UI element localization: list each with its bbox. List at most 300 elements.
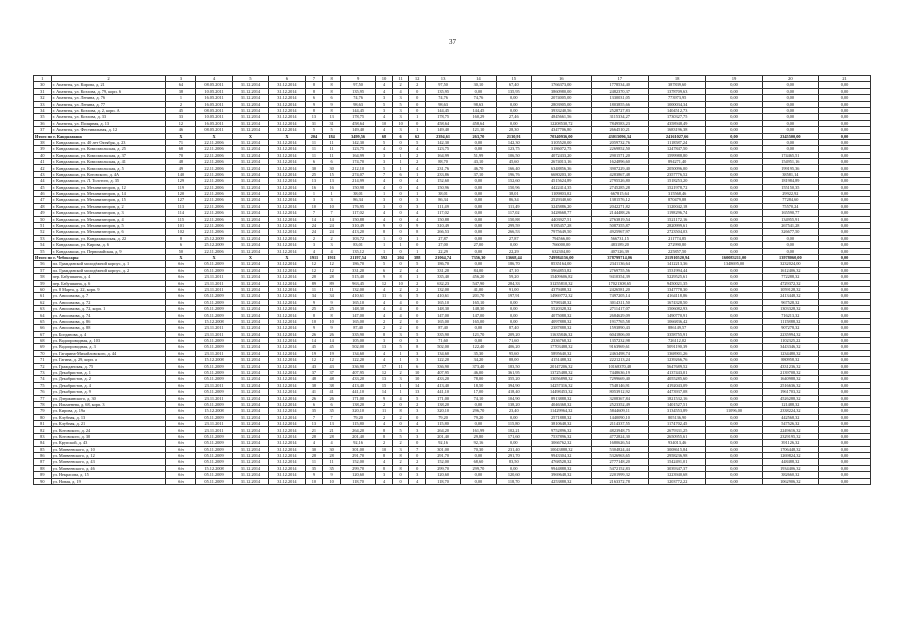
table-cell: 31.12.2014 xyxy=(269,114,305,120)
table-cell: 16.05.2011 xyxy=(196,120,232,126)
table-cell: 31.12.2014 xyxy=(232,453,268,459)
table-cell: 4072433,20 xyxy=(531,152,591,158)
table-cell: 48 xyxy=(305,376,323,382)
table-cell: 28 xyxy=(305,453,323,459)
table-cell: 9 xyxy=(409,222,426,228)
table-cell: 2114337,55 xyxy=(591,421,648,427)
table-cell: 4192043,09 xyxy=(648,382,705,388)
table-cell: 67,40 xyxy=(496,82,531,88)
table-cell: 88,70 xyxy=(425,159,460,165)
table-cell: 31.12.2014 xyxy=(269,146,305,152)
table-cell: 0,00 xyxy=(706,286,762,292)
table-cell: 105,00 xyxy=(340,338,375,344)
table-cell: 1234480,32 xyxy=(762,350,818,356)
subtotal-cell: Х xyxy=(269,254,305,260)
table-cell: 31.12.2014 xyxy=(269,325,305,331)
table-cell: б/н xyxy=(166,267,196,273)
table-cell: 7 xyxy=(323,210,341,216)
table-cell: 766000,00 xyxy=(531,242,591,248)
table-cell: 05.11.2009 xyxy=(196,446,232,452)
table-cell: 394,90 xyxy=(496,382,531,388)
table-cell: 4 xyxy=(409,178,426,184)
table-cell: 4 xyxy=(392,306,409,312)
table-cell: 1062906,32 xyxy=(762,478,818,484)
table-cell: 2235994,32 xyxy=(762,331,818,337)
table-cell: 1521172,16 xyxy=(648,216,705,222)
table-cell: 1593890,43 xyxy=(591,325,648,331)
table-cell: 264,20 xyxy=(340,427,375,433)
table-cell: 31.12.2014 xyxy=(269,427,305,433)
table-cell: 0,00 xyxy=(706,357,762,363)
subtotal-cell: 43015096,34 xyxy=(591,133,648,139)
table-cell: 1223940,68 xyxy=(648,472,705,478)
table-cell: 31.12.2014 xyxy=(232,478,268,484)
table-cell: 31.12.2014 xyxy=(269,293,305,299)
table-cell: 138,20 xyxy=(425,401,460,407)
table-cell: 05.11.2009 xyxy=(196,453,232,459)
table-cell: 0,00 xyxy=(818,299,870,305)
table-cell: 12 xyxy=(305,267,323,273)
table-cell: 25 xyxy=(305,306,323,312)
table-cell: 35 xyxy=(323,408,341,414)
table-cell: 0 xyxy=(409,440,426,446)
table-cell: 165,10 xyxy=(340,299,375,305)
table-cell: 68 xyxy=(166,146,196,152)
table-cell: 142,30 xyxy=(425,139,460,145)
table-cell: 35 xyxy=(305,408,323,414)
column-number: 17 xyxy=(591,76,648,82)
table-cell: 74,76 xyxy=(340,95,375,101)
table-cell: 1917765,58 xyxy=(591,318,648,324)
table-cell: 41,00 xyxy=(461,286,496,292)
table-cell: 11 xyxy=(323,152,341,158)
table-cell: 32 xyxy=(34,95,52,101)
table-cell: 154951,16 xyxy=(762,159,818,165)
table-cell: 9 xyxy=(323,325,341,331)
table-cell: 117,02 xyxy=(496,210,531,216)
table-cell: 361,95 xyxy=(496,369,531,375)
table-cell: 123,75 xyxy=(496,146,531,152)
column-number: 3 xyxy=(166,76,196,82)
table-cell: 31.12.2014 xyxy=(269,95,305,101)
table-cell: 0,00 xyxy=(818,395,870,401)
table-cell: 78,00 xyxy=(461,376,496,382)
address-cell: ул. Анисимова, д. 74 xyxy=(51,312,166,318)
table-cell: 0,00 xyxy=(706,293,762,299)
column-number: 13 xyxy=(425,76,460,82)
table-cell: 31.12.2014 xyxy=(269,120,305,126)
table-cell: 31.12.2014 xyxy=(269,101,305,107)
address-cell: ул. Гражданская, д. 75 xyxy=(51,363,166,369)
table-cell: 547526,32 xyxy=(762,421,818,427)
table-cell: 31.12.2014 xyxy=(269,363,305,369)
table-cell: 4823948,75 xyxy=(591,427,648,433)
table-cell: 0,00 xyxy=(496,440,531,446)
table-cell: 4 xyxy=(323,248,341,254)
table-cell: 772288,32 xyxy=(762,274,818,280)
table-cell: 31.12.2014 xyxy=(269,459,305,465)
table-cell: 123,75 xyxy=(425,146,460,152)
table-cell: 6 xyxy=(305,401,323,407)
table-cell: 387839,60 xyxy=(648,82,705,88)
table-cell: 1680626,54 xyxy=(591,440,648,446)
table-cell: 4 xyxy=(409,184,426,190)
table-cell: 5 xyxy=(392,433,409,439)
table-cell: 0,00 xyxy=(818,369,870,375)
table-cell: 64 xyxy=(166,82,196,88)
table-cell: 11 xyxy=(305,459,323,465)
table-cell: 4 xyxy=(376,286,393,292)
table-cell: 20147206,32 xyxy=(531,363,591,369)
table-cell: 123,75 xyxy=(340,146,375,152)
table-cell: 150,88 xyxy=(340,216,375,222)
subtotal-cell: 388 xyxy=(409,254,426,260)
table-cell: 69 xyxy=(34,344,52,350)
table-cell: 2387888,32 xyxy=(531,325,591,331)
table-cell: 2074005,00 xyxy=(531,95,591,101)
table-cell: 0,00 xyxy=(818,401,870,407)
table-cell: 0,00 xyxy=(461,222,496,228)
table-cell: 3860980,00 xyxy=(531,88,591,94)
table-cell: 38581,14 xyxy=(762,171,818,177)
table-cell: 0,00 xyxy=(706,421,762,427)
table-cell: 22,29 xyxy=(425,248,460,254)
table-cell: 160,29 xyxy=(461,114,496,120)
table-cell: 3 xyxy=(376,472,393,478)
table-cell: 67 xyxy=(34,331,52,337)
address-cell: ул. Ильменева, д. 68, корп. 3 xyxy=(51,401,166,407)
table-cell: 23.11.2011 xyxy=(196,280,232,286)
table-cell: 0,00 xyxy=(496,318,531,324)
table-cell: 31.12.2014 xyxy=(269,312,305,318)
table-cell: 0,00 xyxy=(762,101,818,107)
table-cell: 74,76 xyxy=(461,95,496,101)
table-cell: 34 xyxy=(34,107,52,113)
subtotal-cell: Х xyxy=(232,254,268,260)
table-cell: 1 xyxy=(166,95,196,101)
table-cell: 0,00 xyxy=(818,197,870,203)
table-cell: б/н xyxy=(166,299,196,305)
table-cell: 34 xyxy=(305,293,323,299)
table-cell: 31.12.2014 xyxy=(269,472,305,478)
table-cell: 98,63 xyxy=(340,101,375,107)
table-cell: 2 xyxy=(376,325,393,331)
table-cell: 0,00 xyxy=(706,82,762,88)
table-cell: 3232024,00 xyxy=(762,261,818,267)
table-cell: 23.11.2011 xyxy=(196,421,232,427)
table-cell: 165,10 xyxy=(461,299,496,305)
table-cell: 3 xyxy=(376,107,393,113)
table-cell: 135,95 xyxy=(425,88,460,94)
subtotal-cell: 378799714,06 xyxy=(591,254,648,260)
address-cell: г. Кандалакша, ул. Комсомольская, д. 37 xyxy=(51,152,166,158)
table-cell: 31.12.2014 xyxy=(269,235,305,241)
table-cell: 4 xyxy=(376,178,393,184)
table-cell: 9 xyxy=(305,299,323,305)
table-cell: 0,00 xyxy=(461,248,496,254)
table-cell: 82 xyxy=(34,427,52,433)
table-cell: 0,00 xyxy=(706,274,762,280)
table-cell: 7849583,23 xyxy=(591,120,648,126)
table-cell: 05.11.2009 xyxy=(196,369,232,375)
table-cell: 22.11.2006 xyxy=(196,139,232,145)
table-cell: 442568,32 xyxy=(762,414,818,420)
table-cell: 0,00 xyxy=(706,216,762,222)
table-cell: 66 xyxy=(34,325,52,331)
table-cell: 225857,50 xyxy=(648,248,705,254)
table-cell: 0,00 xyxy=(762,242,818,248)
table-cell: 2 xyxy=(392,267,409,273)
column-number: 11 xyxy=(392,76,409,82)
table-cell: 0,00 xyxy=(496,120,531,126)
table-cell: 22.11.2006 xyxy=(196,229,232,235)
subtotal-label: Итого по г. Чебоксары xyxy=(34,254,166,260)
table-cell: 05.11.2009 xyxy=(196,293,232,299)
table-cell: 196,76 xyxy=(496,171,531,177)
table-cell: 31.12.2014 xyxy=(269,401,305,407)
table-cell: 1518253,20 xyxy=(648,178,705,184)
table-cell: 299,59 xyxy=(496,222,531,228)
table-cell: 1239266,76 xyxy=(648,357,705,363)
table-cell: 272990,80 xyxy=(648,242,705,248)
subtotal-cell: 160083211,00 xyxy=(706,254,762,260)
table-cell: 77 xyxy=(34,395,52,401)
table-cell: 6 xyxy=(376,267,393,273)
table-cell: 23.11.2011 xyxy=(196,350,232,356)
table-cell: 2463498,74 xyxy=(591,350,648,356)
table-cell: 31.12.2014 xyxy=(269,82,305,88)
address-cell: ул. Некрасова, д. 15 xyxy=(51,472,166,478)
table-cell: 3 xyxy=(392,446,409,452)
table-cell: 4 xyxy=(376,478,393,484)
subtotal-cell: 68 xyxy=(376,133,393,139)
table-cell: 0,00 xyxy=(706,101,762,107)
table-cell: 31.12.2014 xyxy=(232,152,268,158)
table-cell: 11635846,32 xyxy=(531,331,591,337)
table-cell: 2269852,50 xyxy=(591,146,648,152)
table-cell: 31 xyxy=(34,88,52,94)
table-cell: 23.11.2011 xyxy=(196,286,232,292)
table-cell: б/н xyxy=(166,427,196,433)
address-cell: ул. Клубная, д. 21 xyxy=(51,421,166,427)
table-cell: 0,00 xyxy=(706,267,762,273)
table-cell: 22.11.2006 xyxy=(196,178,232,184)
table-cell: 31.12.2014 xyxy=(269,242,305,248)
table-cell: 27,00 xyxy=(425,242,460,248)
table-cell: 3 xyxy=(376,338,393,344)
column-number: 7 xyxy=(305,76,323,82)
table-cell: 17703488,32 xyxy=(531,344,591,350)
table-cell: 2482370,37 xyxy=(591,88,648,94)
table-cell: 0,00 xyxy=(818,82,870,88)
table-cell: 22.11.2006 xyxy=(196,146,232,152)
table-cell: 4075088,32 xyxy=(531,312,591,318)
table-cell: 2201999,32 xyxy=(591,472,648,478)
table-cell: 31.12.2014 xyxy=(232,433,268,439)
table-cell: 0 xyxy=(392,421,409,427)
table-cell: 382660,32 xyxy=(762,472,818,478)
table-cell: 4379488,32 xyxy=(531,286,591,292)
table-cell: 284,33 xyxy=(496,280,531,286)
table-cell: 85 xyxy=(34,446,52,452)
table-cell: 407126,39 xyxy=(591,248,648,254)
table-cell: 76 xyxy=(34,389,52,395)
table-cell: 2 xyxy=(392,369,409,375)
table-cell: 31.12.2014 xyxy=(269,139,305,145)
table-cell: 174465,51 xyxy=(762,152,818,158)
table-cell: 0,00 xyxy=(818,382,870,388)
table-cell: 0,00 xyxy=(762,235,818,241)
table-cell: 140 xyxy=(166,171,196,177)
table-cell: 31.12.2014 xyxy=(232,331,268,337)
table-cell: 4253888,32 xyxy=(531,478,591,484)
table-cell: 547,90 xyxy=(461,280,496,286)
table-cell: 05.11.2009 xyxy=(196,261,232,267)
table-cell: 2674013,16 xyxy=(531,159,591,165)
table-cell: 14 xyxy=(323,216,341,222)
table-cell: 0,00 xyxy=(461,421,496,427)
table-cell: 2413448,32 xyxy=(762,293,818,299)
table-cell: 150,98 xyxy=(340,184,375,190)
subtotal-cell: 749984156,00 xyxy=(531,254,591,260)
address-cell: г. Кандалакша, ул. Комсомольская, д. 41 xyxy=(51,159,166,165)
table-cell: 5 xyxy=(376,101,393,107)
table-cell: 320,10 xyxy=(425,408,460,414)
table-cell: 117,02 xyxy=(425,210,460,216)
table-cell: 0,00 xyxy=(818,465,870,471)
table-cell: 355,20 xyxy=(496,376,531,382)
table-cell: 9944888,32 xyxy=(531,465,591,471)
table-cell: 4 xyxy=(409,146,426,152)
table-cell: 155150,35 xyxy=(762,184,818,190)
table-cell: 05.11.2009 xyxy=(196,414,232,420)
table-cell: 0 xyxy=(392,235,409,241)
table-cell: 4 xyxy=(376,312,393,318)
table-cell: 28 xyxy=(305,274,323,280)
table-cell: 291,70 xyxy=(496,453,531,459)
table-cell: б/н xyxy=(166,344,196,350)
table-cell: 31 xyxy=(323,120,341,126)
address-cell: г. Кандалакша, ул. Комсомольская, д. 25 xyxy=(51,146,166,152)
table-cell: 05.11.2009 xyxy=(196,433,232,439)
table-cell: 28 xyxy=(323,453,341,459)
table-cell: 0,00 xyxy=(818,389,870,395)
table-cell: 8535164,00 xyxy=(531,261,591,267)
address-cell: ул. 8 Марта, д. 22, корп. 9 xyxy=(51,286,166,292)
table-cell: 0,00 xyxy=(762,146,818,152)
subtotal-cell: 2394,61 xyxy=(425,133,460,139)
table-cell: 0 xyxy=(392,229,409,235)
table-cell: 9163969,61 xyxy=(591,344,648,350)
address-cell: ул. Матвеевского, д. 12 xyxy=(51,453,166,459)
table-cell: 31.12.2014 xyxy=(232,242,268,248)
table-cell: 0,00 xyxy=(706,440,762,446)
table-cell: 31.12.2014 xyxy=(232,427,268,433)
table-cell: 1 xyxy=(409,191,426,197)
table-cell: 150,96 xyxy=(496,184,531,190)
table-cell: 907278,32 xyxy=(762,325,818,331)
table-cell: б/н xyxy=(166,286,196,292)
table-cell: 0,00 xyxy=(818,453,870,459)
table-cell: 4515624,89 xyxy=(531,178,591,184)
table-cell: 2 xyxy=(409,152,426,158)
table-cell: 31.12.2014 xyxy=(232,382,268,388)
table-cell: 132,00 xyxy=(340,286,375,292)
column-number: 19 xyxy=(706,76,762,82)
table-cell: 0,00 xyxy=(706,203,762,209)
table-cell: 13725488,32 xyxy=(531,369,591,375)
table-cell: 2958236,98 xyxy=(648,453,705,459)
table-cell: 0,00 xyxy=(706,178,762,184)
table-cell: 122,20 xyxy=(340,357,375,363)
table-cell: 4 xyxy=(376,459,393,465)
table-cell: 894271,40 xyxy=(648,159,705,165)
table-cell: 0,00 xyxy=(706,299,762,305)
table-cell: 299,70 xyxy=(425,465,460,471)
table-cell: 967528,32 xyxy=(762,299,818,305)
table-cell: 46 xyxy=(166,127,196,133)
table-cell: 31.12.2014 xyxy=(269,107,305,113)
table-cell: 10 xyxy=(323,478,341,484)
table-cell: 2221213,24 xyxy=(591,357,648,363)
table-cell: 0,00 xyxy=(706,395,762,401)
table-cell: 0,00 xyxy=(461,88,496,94)
table-cell: б/н xyxy=(166,465,196,471)
table-cell: б/н xyxy=(166,357,196,363)
address-cell: г. Кандалакша, ул. Первомайская, д. 9 xyxy=(51,248,166,254)
table-cell: 0,00 xyxy=(818,171,870,177)
table-cell: 38,01 xyxy=(496,191,531,197)
table-cell: 183,50 xyxy=(496,363,531,369)
table-cell: б/н xyxy=(166,274,196,280)
table-cell: 2820999,61 xyxy=(648,222,705,228)
table-cell: 3810648,32 xyxy=(531,421,591,427)
table-cell: 22,29 xyxy=(496,248,531,254)
column-number: 1 xyxy=(34,76,52,82)
address-cell: ул. Декабристов, д. 1 xyxy=(51,369,166,375)
table-cell: 2341136,64 xyxy=(591,261,648,267)
table-cell: 10 xyxy=(323,318,341,324)
table-cell: 181984,89 xyxy=(762,178,818,184)
table-cell: 5 xyxy=(409,395,426,401)
table-cell: 77284,60 xyxy=(762,197,818,203)
table-cell: 1412213,36 xyxy=(648,261,705,267)
subtotal-cell: 2130,91 xyxy=(496,133,531,139)
table-cell: 0,00 xyxy=(762,88,818,94)
subtotal-cell: 13668,44 xyxy=(496,254,531,260)
table-cell: 5 xyxy=(409,331,426,337)
address-cell: ул. Анисимова, д. 7 xyxy=(51,293,166,299)
table-cell: 23.11.2011 xyxy=(196,331,232,337)
table-cell: 31.12.2014 xyxy=(269,267,305,273)
table-cell: 31.12.2014 xyxy=(269,165,305,171)
table-cell: 3 xyxy=(323,242,341,248)
table-cell: 0,00 xyxy=(818,261,870,267)
table-cell: 164,99 xyxy=(425,152,460,158)
table-cell: 22.11.2006 xyxy=(196,152,232,158)
table-cell: 98,63 xyxy=(425,101,460,107)
table-cell: 42 xyxy=(34,165,52,171)
address-cell: ул. Крупской, д. 43 xyxy=(51,440,166,446)
table-cell: 13 xyxy=(409,389,426,395)
table-cell: 8 xyxy=(409,229,426,235)
table-cell: 118,70 xyxy=(425,478,460,484)
table-cell: 2 xyxy=(392,286,409,292)
table-cell: 0,00 xyxy=(818,222,870,228)
table-cell: 0,00 xyxy=(706,382,762,388)
table-cell: 46,00 xyxy=(461,369,496,375)
table-cell: 31.12.2014 xyxy=(232,286,268,292)
